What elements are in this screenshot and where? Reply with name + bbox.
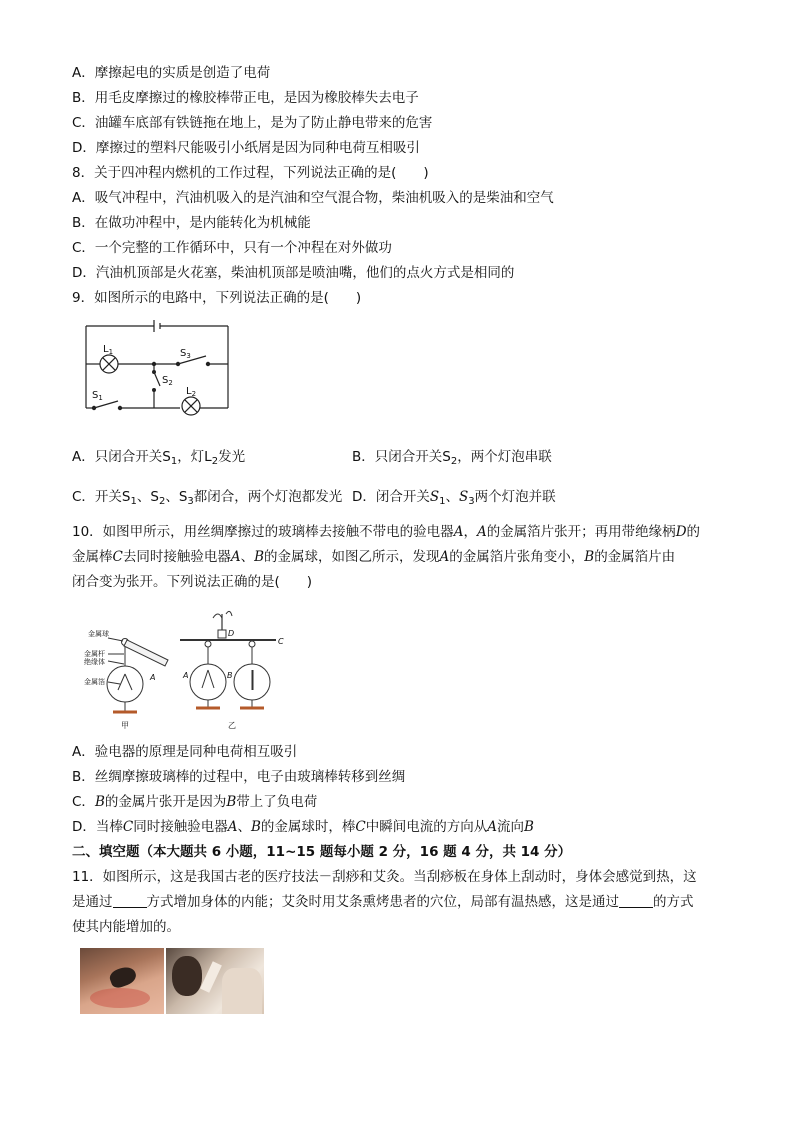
q8-stem: 8．关于四冲程内燃机的工作过程，下列说法正确的是( ) bbox=[72, 165, 429, 181]
label-yi: 乙 bbox=[228, 721, 236, 730]
q10-option-d: D．当棒C同时接触验电器A、B的金属球时，棒C中瞬间电流的方向从A流向B bbox=[72, 819, 534, 835]
q10-stem-line2: 金属棒C去同时接触验电器A、B的金属球，如图乙所示，发现A的金属箔片张角变小，B的金属箔片由 bbox=[72, 549, 676, 565]
q10-stem-line1: 10．如图甲所示，用丝绸摩擦过的玻璃棒去接触不带电的验电器A，A的金属箔片张开；再用带绝缘柄D的 bbox=[72, 524, 701, 540]
q7-option-b: B．用毛皮摩擦过的橡胶棒带正电，是因为橡胶棒失去电子 bbox=[72, 90, 419, 106]
q11-photo-guasha bbox=[80, 948, 164, 1014]
q7-option-c: C．油罐车底部有铁链拖在地上，是为了防止静电带来的危害 bbox=[72, 115, 433, 131]
q8-option-d: D．汽油机顶部是火花塞，柴油机顶部是喷油嘴，他们的点火方式是相同的 bbox=[72, 265, 515, 281]
q10-option-c: C．B的金属片张开是因为B带上了负电荷 bbox=[72, 794, 318, 810]
q11-photo-moxibustion bbox=[166, 948, 264, 1014]
q8-option-c: C．一个完整的工作循环中，只有一个冲程在对外做功 bbox=[72, 240, 392, 256]
label-a-jia: A bbox=[150, 673, 156, 682]
q9-option-a: A．只闭合开关$S_1$，灯$L_2$发光 bbox=[72, 449, 246, 467]
label-c: C bbox=[278, 637, 284, 646]
q10-option-a: A．验电器的原理是同种电荷相互吸引 bbox=[72, 744, 298, 760]
q9-circuit-diagram bbox=[80, 316, 240, 416]
q8-option-b: B．在做功冲程中，是内能转化为机械能 bbox=[72, 215, 311, 231]
label-s2: $S_2$ bbox=[162, 375, 173, 387]
q9-stem: 9．如图所示的电路中，下列说法正确的是( ) bbox=[72, 290, 362, 306]
q7-option-a: A．摩擦起电的实质是创造了电荷 bbox=[72, 65, 271, 81]
label-metal-foil: 金属箔 bbox=[84, 678, 105, 686]
q11-blank-2[interactable] bbox=[619, 893, 653, 908]
q10-electroscope-figure bbox=[80, 604, 290, 734]
label-s3: $S_3$ bbox=[180, 348, 191, 360]
label-s1: $S_1$ bbox=[92, 390, 103, 402]
label-l1: $L_1$ bbox=[103, 344, 114, 356]
q9-option-b: B．只闭合开关$S_2$，两个灯泡串联 bbox=[352, 449, 552, 467]
label-metal-ball: 金属球 bbox=[88, 630, 109, 638]
label-a-yi: A bbox=[183, 671, 189, 680]
label-jia: 甲 bbox=[121, 721, 129, 730]
q10-option-b: B．丝绸摩擦玻璃棒的过程中，电子由玻璃棒转移到丝绸 bbox=[72, 769, 406, 785]
label-metal-rod: 金属杆 bbox=[84, 650, 105, 658]
section-2-heading: 二、填空题（本大题共 6 小题，11~15 题每小题 2 分，16 题 4 分，共 14 分） bbox=[72, 844, 572, 860]
q9-option-d: D．闭合开关$S_1$、$S_3$两个灯泡并联 bbox=[352, 489, 556, 507]
q11-stem-line2: 是通过 方式增加身体的内能；艾灸时用艾条熏烤患者的穴位，局部有温热感，这是通过 的方式 bbox=[72, 894, 694, 910]
label-insulator: 绝缘体 bbox=[84, 658, 105, 666]
q9-option-c: C．开关$S_1$、$S_2$、$S_3$都闭合，两个灯泡都发光 bbox=[72, 489, 343, 507]
q11-stem-line3: 使其内能增加的。 bbox=[72, 919, 180, 935]
label-d: D bbox=[228, 629, 235, 638]
q11-stem-line1: 11．如图所示，这是我国古老的医疗技法－刮痧和艾灸。当刮痧板在身体上刮动时，身体会感觉到热，这 bbox=[72, 869, 697, 885]
q10-stem-line3: 闭合变为张开。下列说法正确的是( ) bbox=[72, 574, 313, 590]
q7-option-d: D．摩擦过的塑料尺能吸引小纸屑是因为同种电荷互相吸引 bbox=[72, 140, 420, 156]
q11-blank-1[interactable] bbox=[113, 893, 147, 908]
label-b-yi: B bbox=[227, 671, 233, 680]
q8-option-a: A．吸气冲程中，汽油机吸入的是汽油和空气混合物，柴油机吸入的是柴油和空气 bbox=[72, 190, 554, 206]
label-l2: $L_2$ bbox=[186, 386, 197, 398]
